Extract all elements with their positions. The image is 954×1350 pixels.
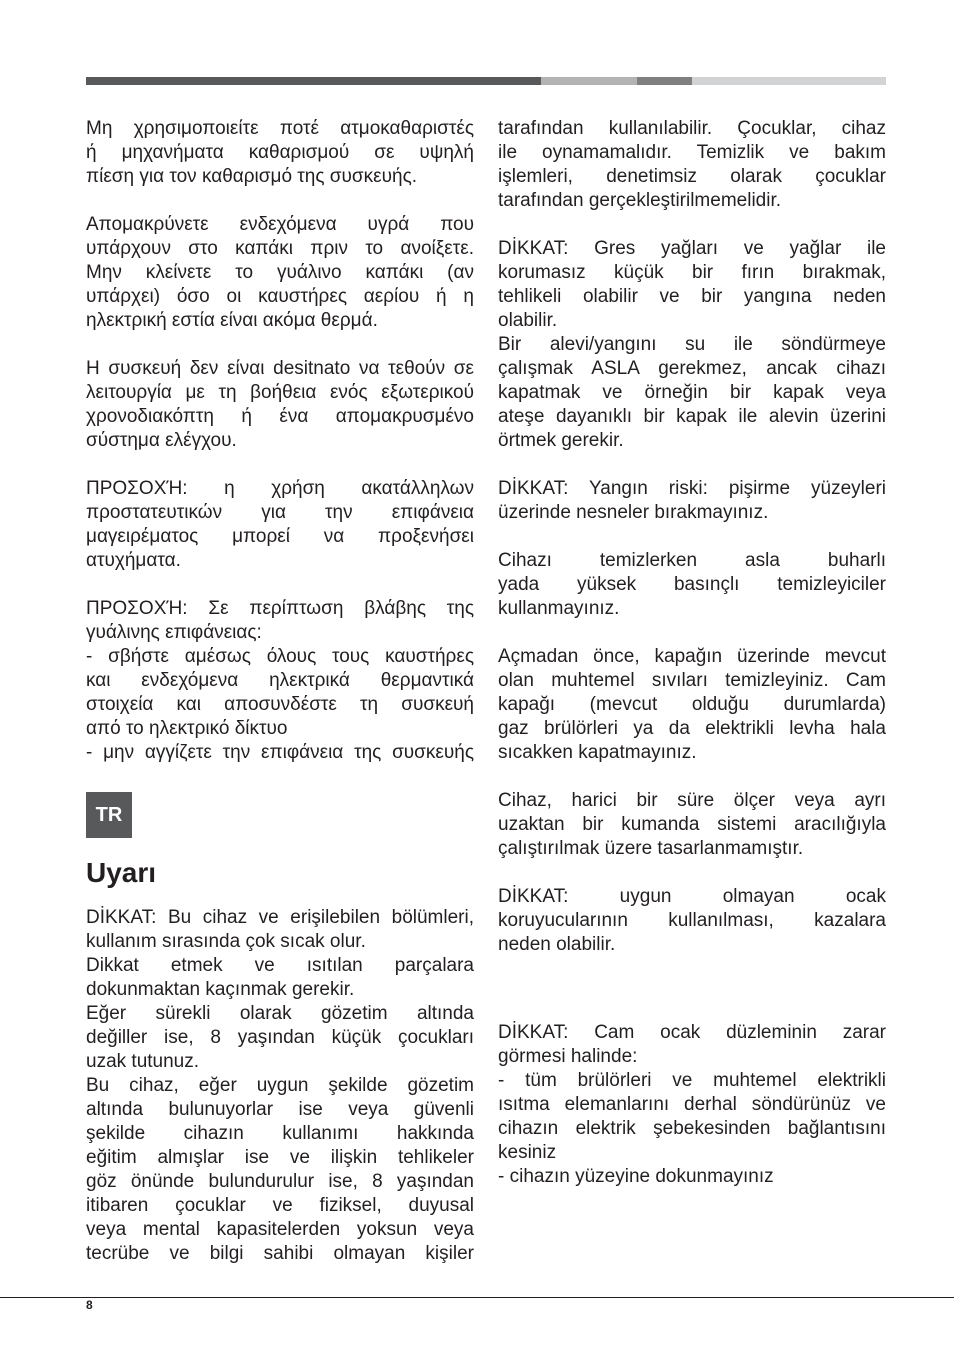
- text-line: - σβήστε αμέσως όλους τους καυστήρες: [86, 646, 474, 667]
- text-line: Dikkat etmek ve ısıtılan parçalara: [86, 955, 474, 976]
- text-line: itibaren çocuklar ve fiziksel, duyusal: [86, 1195, 474, 1216]
- text-line: πίεση για τον καθαρισμό της συσκευής.: [86, 166, 418, 187]
- text-line: tecrübe ve bilgi sahibi olmayan kişiler: [86, 1243, 474, 1264]
- text-line: ile oynamamalıdır. Temizlik ve bakım: [498, 142, 886, 163]
- text-line: ΠΡΟΣΟΧΉ: Σε περίπτωση βλάβης της: [86, 598, 474, 619]
- text-line: görmesi halinde:: [498, 1046, 638, 1067]
- left-column-turkish: [86, 906, 474, 1266]
- text-line: υπάρχει) όσο οι καυστήρες αερίου ή η: [86, 286, 474, 307]
- text-line: στοιχεία και αποσυνδέστε τη συσκευή: [86, 694, 474, 715]
- text-line: χρονοδιακόπτη ή ένα απομακρυσμένο: [86, 406, 474, 427]
- header-bar-segment-dark: [86, 77, 541, 85]
- text-line: kullanım sırasında çok sıcak olur.: [86, 931, 366, 952]
- text-line: Η συσκευή δεν είναι desitnato να τεθούν σε: [86, 358, 474, 379]
- turkish-paragraph-4: [498, 477, 886, 525]
- text-line: şekilde cihazın kullanımı hakkında: [86, 1123, 474, 1144]
- turkish-paragraph-8: [498, 885, 886, 957]
- turkish-paragraph: [86, 906, 474, 1266]
- text-line: DİKKAT: Bu cihaz ve erişilebilen bölümleri,: [86, 907, 474, 928]
- language-badge-tr: TR: [86, 792, 132, 838]
- left-column-greek: [86, 117, 474, 765]
- text-line: - μην αγγίζετε την επιφάνεια της συσκευής: [86, 742, 474, 763]
- text-line: σύστημα ελέγχου.: [86, 430, 237, 451]
- text-line: ΠΡΟΣΟΧΉ: η χρήση ακατάλληλων: [86, 478, 474, 499]
- text-line: ηλεκτρική εστία είναι ακόμα θερμά.: [86, 310, 378, 331]
- turkish-paragraph-9: [498, 1021, 886, 1189]
- text-line: μαγειρέματος μπορεί να προξενήσει: [86, 526, 474, 547]
- turkish-paragraph-1: [498, 117, 886, 213]
- text-line: DİKKAT: Yangın riski: pişirme yüzeyleri: [498, 478, 886, 499]
- text-line: υπάρχουν στο καπάκι πριν το ανοίξετε.: [86, 238, 474, 259]
- text-line: tehlikeli olabilir ve bir yangına neden: [498, 286, 886, 307]
- text-line: γυάλινης επιφάνειας:: [86, 622, 262, 643]
- text-line: cihazın elektrik şebekesinden bağlantısını: [498, 1118, 886, 1139]
- text-line: Μην κλείνετε το γυάλινο καπάκι (αν: [86, 262, 474, 283]
- text-line: tarafından kullanılabilir. Çocuklar, cihaz: [498, 118, 886, 139]
- text-line: uzaktan bir kumanda sistemi aracılığıyla: [498, 814, 886, 835]
- text-line: üzerinde nesneler bırakmayınız.: [498, 502, 769, 523]
- greek-paragraph-4: [86, 477, 474, 573]
- text-line: Cihazı temizlerken asla buharlı: [498, 550, 886, 571]
- turkish-paragraph-3: [498, 333, 886, 453]
- text-line: Cihaz, harici bir süre ölçer veya ayrı: [498, 790, 886, 811]
- text-line: - tüm brülörleri ve muhtemel elektrikli: [498, 1070, 886, 1091]
- text-line: uzak tutunuz.: [86, 1051, 200, 1072]
- text-line: olabilir.: [498, 310, 558, 331]
- text-line: Bir alevi/yangını su ile söndürmeye: [498, 334, 886, 355]
- text-line: ateşe dayanıklı bir kapak ile alevin üzerini: [498, 406, 886, 427]
- text-line: kapatmak ve örneğin bir kapak veya: [498, 382, 886, 403]
- header-bar-segment-pale: [692, 77, 886, 85]
- right-column-turkish: [498, 117, 886, 1189]
- text-line: ısıtma elemanlarını derhal söndürünüz ve: [498, 1094, 886, 1115]
- text-line: sıcakken kapatmayınız.: [498, 742, 697, 763]
- section-heading: Uyarı: [86, 857, 157, 888]
- text-line: örtmek gerekir.: [498, 430, 624, 451]
- header-bar-segment-mid: [637, 77, 692, 85]
- text-line: - cihazın yüzeyine dokunmayınız: [498, 1166, 774, 1187]
- greek-paragraph-2: [86, 213, 474, 333]
- page-number: 8: [86, 1298, 93, 1312]
- text-line: yada yüksek basınçlı temizleyiciler: [498, 574, 886, 595]
- text-line: tarafından gerçekleştirilmemelidir.: [498, 190, 782, 211]
- turkish-paragraph-5: [498, 549, 886, 621]
- text-line: değiller ise, 8 yaşından küçük çocukları: [86, 1027, 474, 1048]
- turkish-paragraph-6: [498, 645, 886, 765]
- text-line: neden olabilir.: [498, 934, 616, 955]
- text-line: Bu cihaz, eğer uygun şekilde gözetim: [86, 1075, 474, 1096]
- greek-paragraph-1: [86, 117, 474, 189]
- text-line: altında bulunuyorlar ise veya güvenli: [86, 1099, 474, 1120]
- greek-paragraph-5: [86, 597, 474, 765]
- text-line: Eğer sürekli olarak gözetim altında: [86, 1003, 474, 1024]
- text-line: işlemleri, denetimsiz olarak çocuklar: [498, 166, 886, 187]
- text-line: από το ηλεκτρικό δίκτυο: [86, 718, 288, 739]
- text-line: DİKKAT: uygun olmayan ocak: [498, 886, 886, 907]
- text-line: olan muhtemel sıvıları temizleyiniz. Cam: [498, 670, 886, 691]
- text-line: korumasız küçük bir fırın bırakmak,: [498, 262, 886, 283]
- footer-divider: [0, 1297, 954, 1298]
- text-line: kapağı (mevcut olduğu durumlarda): [498, 694, 886, 715]
- text-line: çalıştırılmak üzere tasarlanmamıştır.: [498, 838, 804, 859]
- text-line: και ενδεχόμενα ηλεκτρικά θερμαντικά: [86, 670, 474, 691]
- text-line: DİKKAT: Cam ocak düzleminin zarar: [498, 1022, 886, 1043]
- text-line: kesiniz: [498, 1142, 557, 1163]
- text-line: veya mental kapasitelerden yoksun veya: [86, 1219, 474, 1240]
- text-line: ατυχήματα.: [86, 550, 181, 571]
- turkish-paragraph-7: [498, 789, 886, 861]
- text-line: koruyucularının kullanılması, kazalara: [498, 910, 886, 931]
- text-line: gaz brülörleri ya da elektrikli levha hala: [498, 718, 886, 739]
- text-line: çalışmak ASLA gerekmez, ancak cihazı: [498, 358, 886, 379]
- text-line: ή μηχανήματα καθαρισμού σε υψηλή: [86, 142, 474, 163]
- text-line: DİKKAT: Gres yağları ve yağlar ile: [498, 238, 886, 259]
- text-line: kullanmayınız.: [498, 598, 620, 619]
- text-line: Απομακρύνετε ενδεχόμενα υγρά που: [86, 214, 474, 235]
- text-line: λειτουργία με τη βοήθεια ενός εξωτερικού: [86, 382, 474, 403]
- text-line: dokunmaktan kaçınmak gerekir.: [86, 979, 355, 1000]
- text-line: eğitim almışlar ise ve ilişkin tehlikeler: [86, 1147, 474, 1168]
- text-line: Μη χρησιμοποιείτε ποτέ ατμοκαθαριστές: [86, 118, 474, 139]
- greek-paragraph-3: [86, 357, 474, 453]
- header-bar-segment-light: [541, 77, 637, 85]
- text-line: göz önünde bulundurulur ise, 8 yaşından: [86, 1171, 474, 1192]
- turkish-paragraph-2: [498, 237, 886, 333]
- text-line: προστατευτικών για την επιφάνεια: [86, 502, 474, 523]
- text-line: Açmadan önce, kapağın üzerinde mevcut: [498, 646, 886, 667]
